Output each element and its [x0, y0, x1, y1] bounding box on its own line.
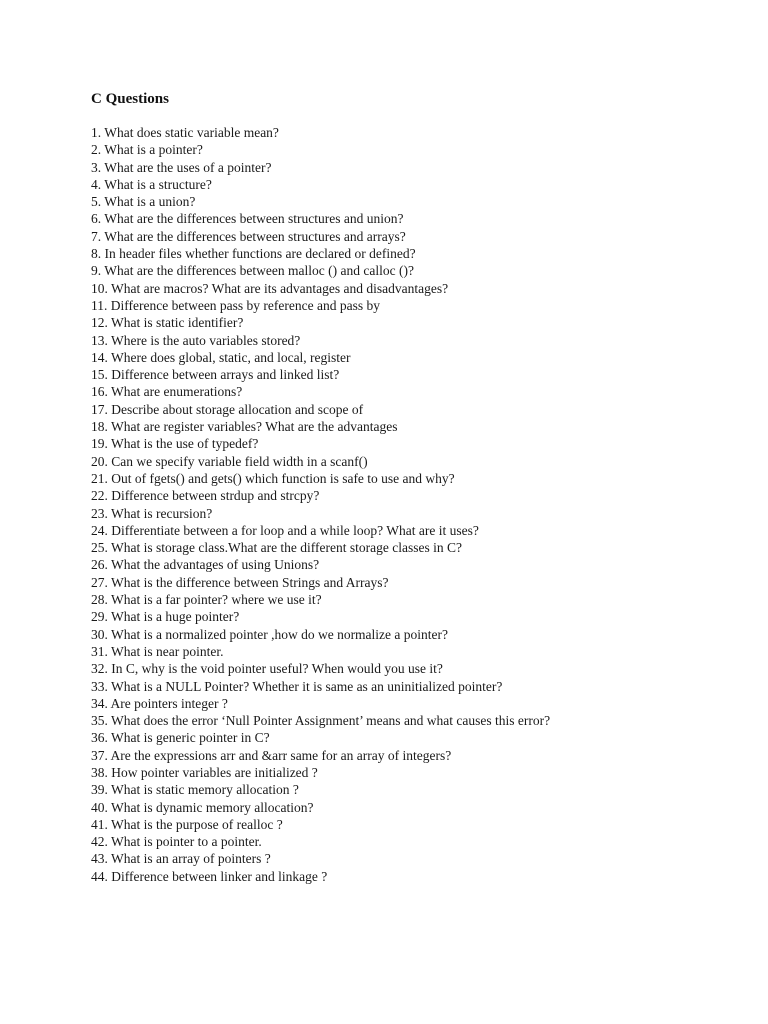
question-item: 32. In C, why is the void pointer useful? When would you use it? [91, 661, 443, 677]
question-item: 15. Difference between arrays and linked list? [91, 367, 340, 383]
question-item: 19. What is the use of typedef? [91, 436, 259, 452]
question-item: 41. What is the purpose of realloc ? [91, 816, 283, 832]
question-item: 16. What are enumerations? [91, 384, 243, 400]
question-item: 11. Difference between pass by reference and pass by [91, 297, 380, 313]
question-item: 42. What is pointer to a pointer. [91, 834, 262, 850]
question-item: 44. Difference between linker and linkage ? [91, 868, 328, 884]
question-item: 5. What is a union? [91, 194, 196, 210]
question-item: 25. What is storage class.What are the different storage classes in C? [91, 540, 462, 556]
question-item: 22. Difference between strdup and strcpy? [91, 488, 320, 504]
question-item: 26. What the advantages of using Unions? [91, 557, 320, 573]
question-item: 40. What is dynamic memory allocation? [91, 799, 314, 815]
question-item: 17. Describe about storage allocation and scope of [91, 401, 364, 417]
question-item: 21. Out of fgets() and gets() which function is safe to use and why? [91, 470, 455, 486]
question-item: 37. Are the expressions arr and &arr same for an array of integers? [91, 747, 452, 763]
document-title: C Questions [91, 91, 169, 107]
question-item: 6. What are the differences between structures and union? [91, 211, 404, 227]
question-item: 2. What is a pointer? [91, 142, 203, 158]
question-item: 35. What does the error ‘Null Pointer Assignment’ means and what causes this error? [91, 713, 551, 729]
question-item: 9. What are the differences between malloc () and calloc ()? [91, 263, 414, 279]
question-item: 18. What are register variables? What are the advantages [91, 419, 398, 435]
question-item: 36. What is generic pointer in C? [91, 730, 270, 746]
question-item: 7. What are the differences between structures and arrays? [91, 228, 406, 244]
question-item: 31. What is near pointer. [91, 643, 224, 659]
question-item: 24. Differentiate between a for loop and a while loop? What are it uses? [91, 522, 479, 538]
question-item: 10. What are macros? What are its advantages and disadvantages? [91, 280, 449, 296]
question-item: 4. What is a structure? [91, 176, 212, 192]
question-item: 8. In header files whether functions are declared or defined? [91, 246, 416, 262]
question-item: 3. What are the uses of a pointer? [91, 159, 272, 175]
question-item: 1. What does static variable mean? [91, 125, 279, 140]
question-item: 29. What is a huge pointer? [91, 609, 240, 625]
question-item: 43. What is an array of pointers ? [91, 851, 271, 867]
question-item: 33. What is a NULL Pointer? Whether it is same as an uninitialized pointer? [91, 678, 503, 694]
question-item: 12. What is static identifier? [91, 315, 244, 331]
question-item: 14. Where does global, static, and local, register [91, 349, 351, 365]
question-item: 39. What is static memory allocation ? [91, 782, 299, 798]
question-item: 34. Are pointers integer ? [91, 695, 228, 711]
question-list [91, 124, 550, 885]
question-item: 20. Can we specify variable field width in a scanf() [91, 453, 368, 469]
question-item: 38. How pointer variables are initialized ? [91, 764, 318, 780]
question-item: 13. Where is the auto variables stored? [91, 332, 301, 348]
question-item: 27. What is the difference between Strings and Arrays? [91, 574, 389, 590]
question-item: 30. What is a normalized pointer ,how do we normalize a pointer? [91, 626, 449, 642]
question-item: 23. What is recursion? [91, 505, 213, 521]
question-item: 28. What is a far pointer? where we use it? [91, 592, 322, 608]
